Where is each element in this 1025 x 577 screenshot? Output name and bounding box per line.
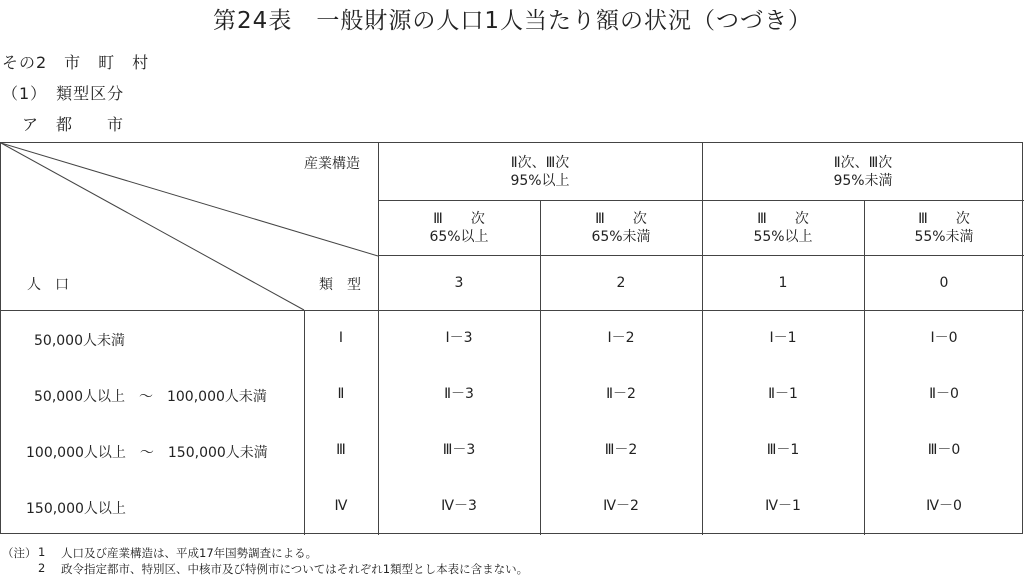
type-roman: Ⅳ: [334, 498, 348, 514]
type-label: 類 型: [319, 277, 361, 293]
subgroup-header: Ⅲ 次 55%以上: [753, 210, 813, 245]
note-text: 人口及び産業構造は、平成17年国勢調査による。: [61, 546, 318, 560]
note-number: 2: [38, 561, 46, 575]
type-roman: Ⅰ: [338, 330, 344, 346]
type-number: 2: [616, 274, 626, 291]
population-label: 人 口: [27, 277, 69, 293]
subsection-heading: （1） 類型区分: [2, 84, 125, 103]
population-range: 100,000人以上 ～ 150,000人未満: [26, 445, 268, 461]
type-number: 0: [939, 274, 949, 291]
category-heading: ア 都 市: [22, 115, 125, 134]
subgroup-header: Ⅲ 次 65%以上: [429, 210, 489, 245]
table-cell: Ⅳ－1: [765, 498, 801, 514]
type-number: 3: [454, 274, 464, 291]
type-roman: Ⅲ: [336, 442, 346, 458]
table-cell: Ⅱ－1: [768, 386, 798, 402]
table-cell: Ⅱ－3: [444, 386, 474, 402]
table-cell: Ⅰ－0: [930, 330, 958, 346]
type-number: 1: [778, 274, 788, 291]
table-cell: Ⅰ－1: [769, 330, 797, 346]
table-cell: Ⅲ－3: [442, 442, 476, 458]
type-roman: Ⅱ: [337, 386, 345, 402]
table-cell: Ⅳ－3: [441, 498, 477, 514]
industry-label: 産業構造: [304, 156, 360, 172]
page-title: 第24表 一般財源の人口1人当たり額の状況（つづき）: [213, 8, 812, 34]
note-text: 政令指定都市、特別区、中核市及び特例市についてはそれぞれ1類型とし本表に含まない。: [61, 562, 529, 576]
subgroup-header: Ⅲ 次 65%未満: [591, 210, 651, 245]
table-cell: Ⅳ－0: [926, 498, 962, 514]
population-range: 50,000人未満: [34, 333, 125, 349]
section-heading: その2 市 町 村: [2, 53, 150, 72]
group-header: Ⅱ次、Ⅲ次 95%以上: [510, 154, 570, 189]
population-range: 150,000人以上: [26, 501, 126, 517]
table-cell: Ⅰ－3: [445, 330, 473, 346]
note-number: 1: [38, 545, 46, 559]
table-cell: Ⅱ－0: [929, 386, 959, 402]
table-cell: Ⅳ－2: [603, 498, 639, 514]
table-cell: Ⅲ－2: [604, 442, 638, 458]
notes-label: （注）: [2, 546, 37, 560]
subgroup-header: Ⅲ 次 55%未満: [914, 210, 974, 245]
table-cell: Ⅰ－2: [607, 330, 635, 346]
table-cell: Ⅲ－0: [927, 442, 961, 458]
table-cell: Ⅱ－2: [606, 386, 636, 402]
population-range: 50,000人以上 ～ 100,000人未満: [34, 389, 267, 405]
group-header: Ⅱ次、Ⅲ次 95%未満: [833, 154, 893, 189]
table-cell: Ⅲ－1: [766, 442, 800, 458]
classification-table: [0, 142, 1023, 534]
